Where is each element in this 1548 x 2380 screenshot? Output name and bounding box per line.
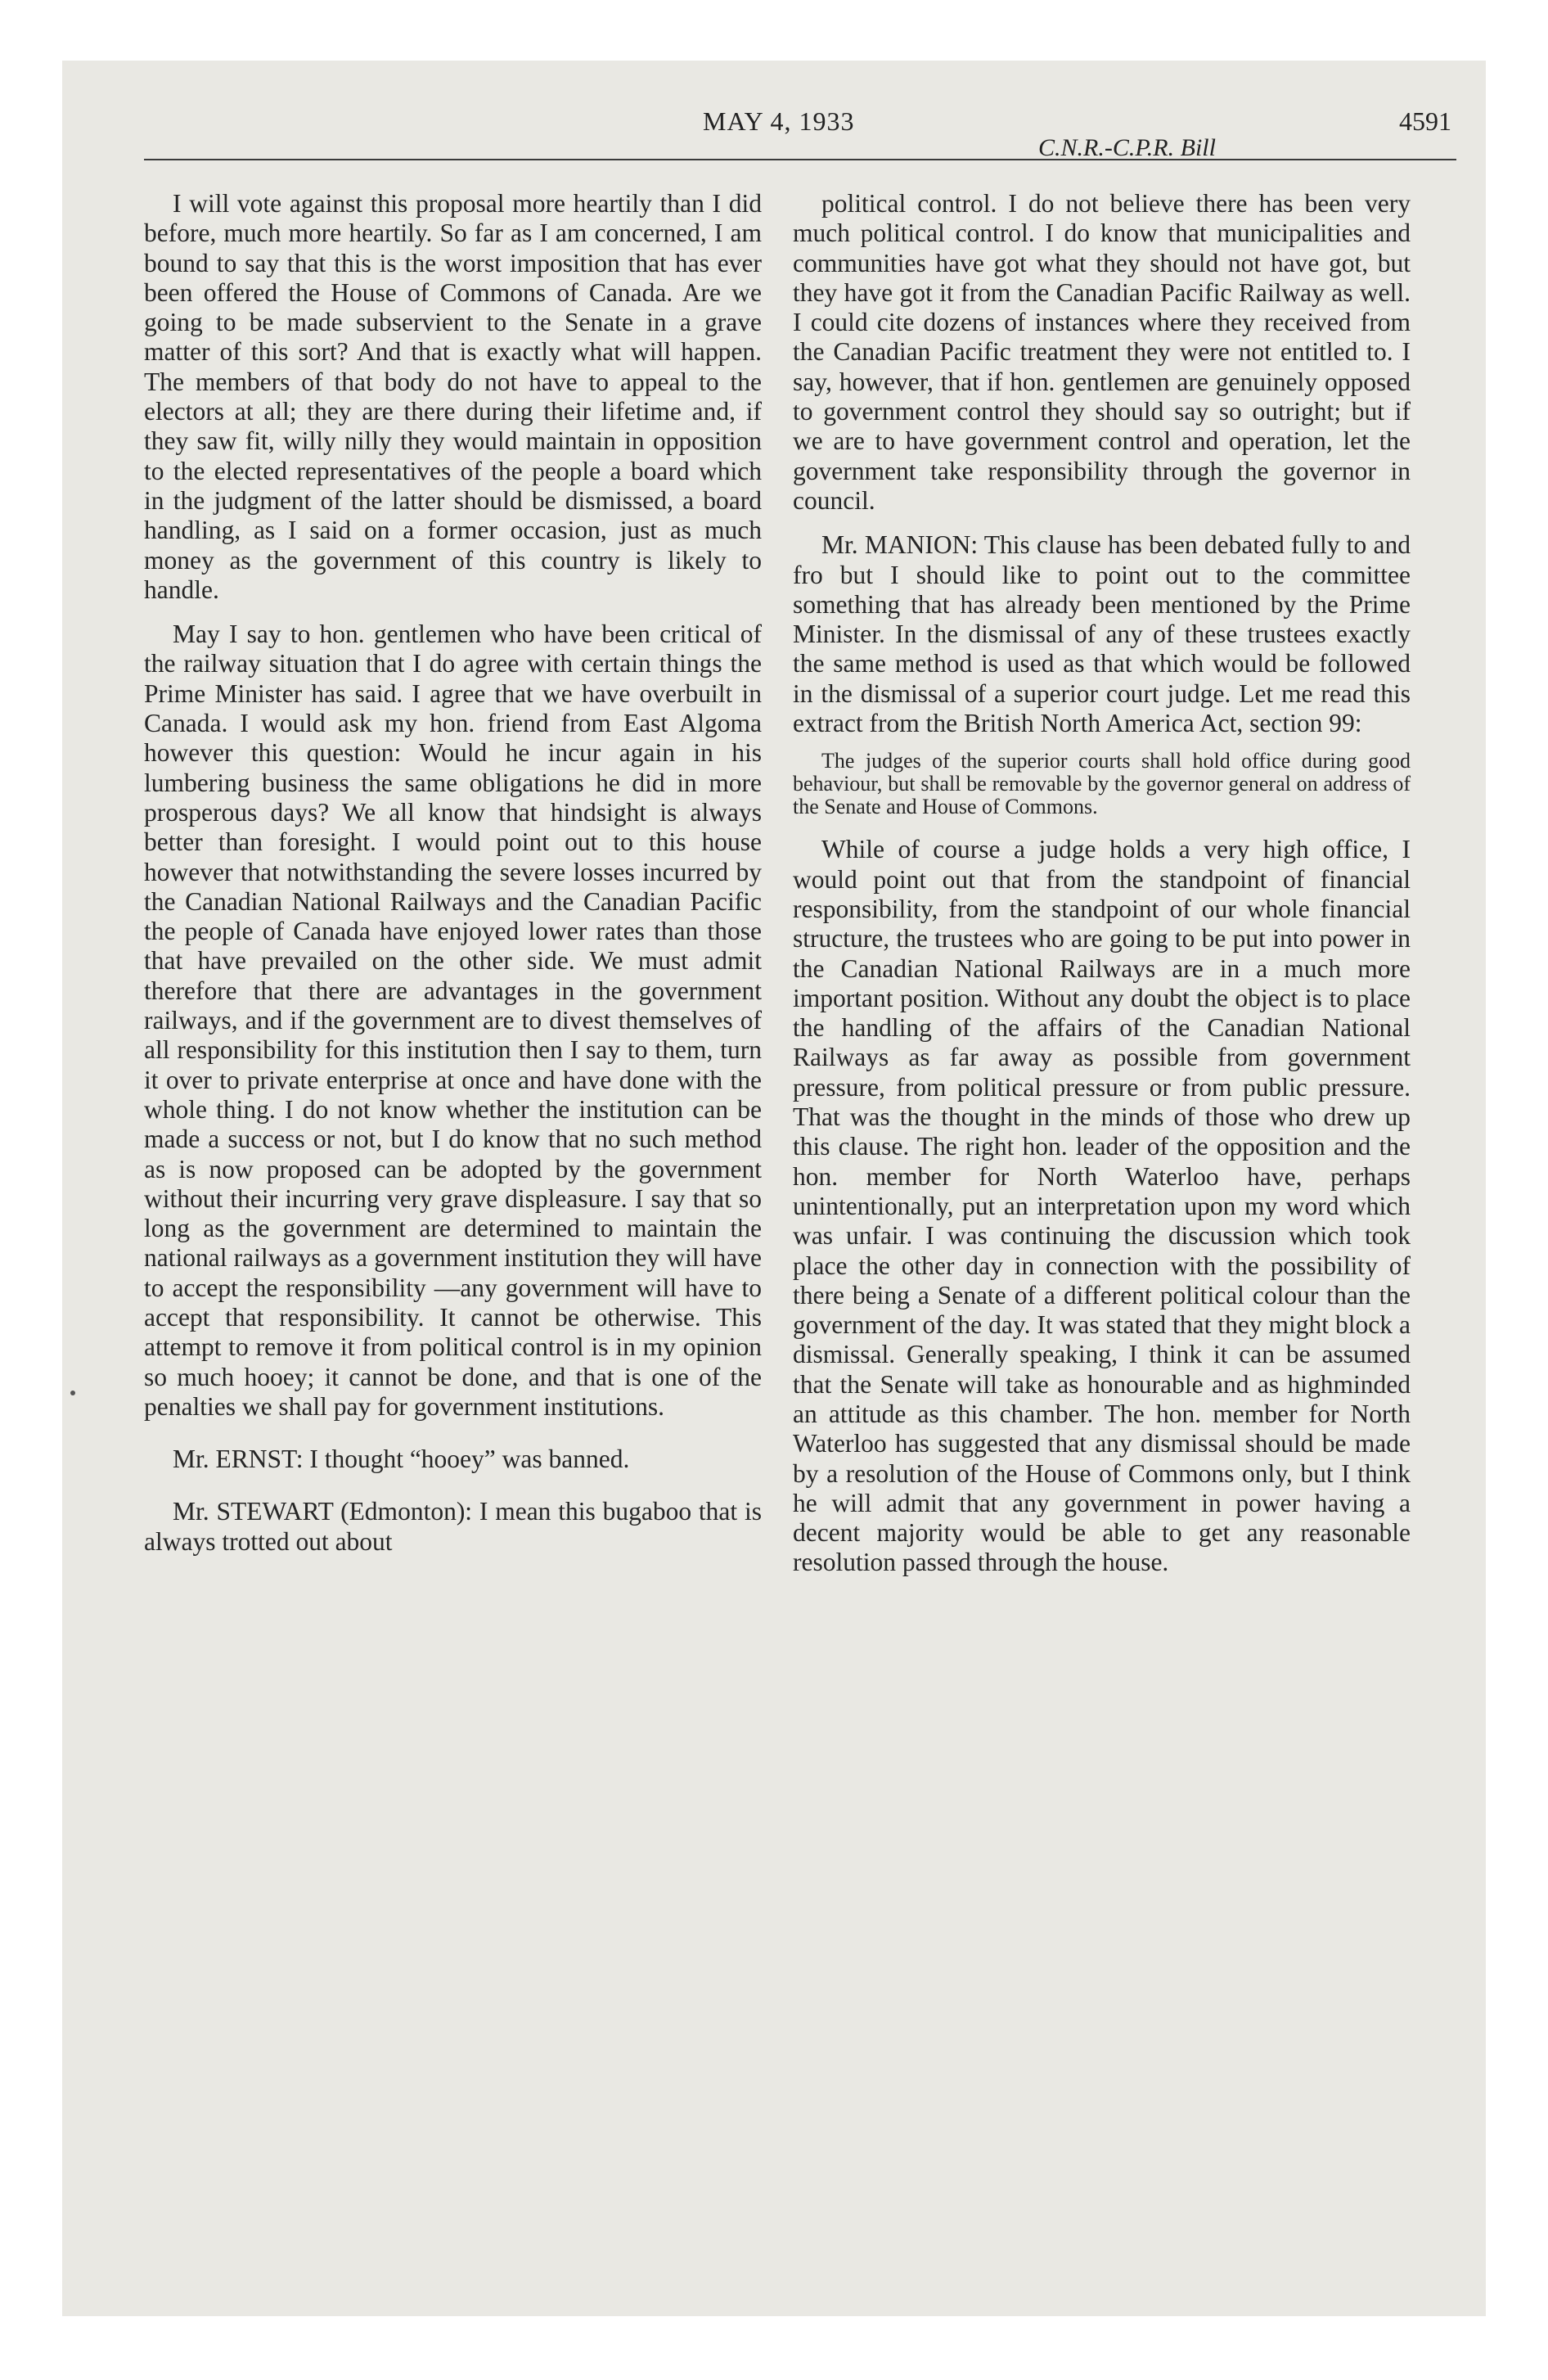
speaker-paragraph: Mr. STEWART (Edmonton): I mean this bugaboo that is always trotted out about <box>144 1497 762 1556</box>
speaker-paragraph: Mr. ERNST: I thought “hooey” was banned. <box>173 1445 630 1474</box>
document-page <box>62 61 1486 2316</box>
paragraph: May I say to hon. gentlemen who have been critical of the railway situation that I do agree with certain things the Prime Minister has said. I agree that we have overbuilt in Canada. I would ask my hon. friend from East Algoma however this question: Would he incur again in his lumbering business the same obligations he did in more prosperous days? We all know that hindsight is always better than foresight. I would point out to this house however that notwithstanding the severe losses incurred by the Canadian National Railways and the Canadian Pacific the people of Canada have enjoyed lower rates than those that have prevailed on the other side. We must admit therefore that there are advantages in the government railways, and if the government are to divest themselves of all responsibility for this institution then I say to them, turn it over to private enterprise at once and have done with the whole thing. I do not know whether the institution can be made a success or not, but I do know that no such method as is now proposed can be adopted by the government without their incurring very grave displeasure. I say that so long as the government are determined to maintain the national railways as a government institution they will have to accept the responsibility —any government will have to accept that responsibility. It cannot be otherwise. This attempt to remove it from political control is in my opinion so much hooey; it cannot be done, and that is one of the penalties we shall pay for government institutions. <box>144 620 762 1421</box>
page-number: 4591 <box>1399 106 1451 136</box>
block-quote: The judges of the superior courts shall hold office during good behaviour, but shall be removable by the governor general on address of the Senate and House of Commons. <box>793 749 1411 819</box>
right-column <box>793 189 1411 1578</box>
speaker-paragraph: Mr. MANION: This clause has been debated fully to and fro but I should like to point out to the committee something that has already been mentioned by the Prime Minister. In the dismissal of any of these trustees exactly the same method is used as that which would be followed in the dismissal of a superior court judge. Let me read this extract from the British North America Act, section 99: <box>793 530 1411 738</box>
paragraph: While of course a judge holds a very high office, I would point out that from the standpoint of financial responsibility, from the standpoint of our whole financial structure, the trustees who are going to be put into power in the Canadian National Railways are in a much more important position. Without any doubt the object is to place the handling of the affairs of the Canadian National Railways as far away as possible from government pressure, from political pressure or from public pressure. That was the thought in the minds of those who drew up this clause. The right hon. leader of the opposition and the hon. member for North Waterloo have, perhaps unintentionally, put an interpretation upon my word which was unfair. I was continuing the discussion which took place the other day in connection with the possibility of there being a Senate of a different political colour than the government of the day. It was stated that they might block a dismissal. Generally speaking, I think it can be assumed that the Senate will take as honourable and as highminded an attitude as this chamber. The hon. member for North Waterloo has suggested that any dismissal should be made by a resolution of the House of Commons only, but I think he will admit that any government in power having a decent majority would be able to get any reasonable resolution passed through the house. <box>793 835 1411 1577</box>
running-title: C.N.R.-C.P.R. Bill <box>1038 134 1216 161</box>
left-column <box>144 189 762 1557</box>
page-header <box>144 93 1456 160</box>
paragraph: I will vote against this proposal more heartily than I did before, much more heartily. So far as I am concerned, I am bound to say that this is the worst imposition that has ever been offered the House of Commons of Canada. Are we going to be made subservient to the Senate in a grave matter of this sort? And that is exactly what will happen. The members of that body do not have to appeal to the electors at all; they are there during their lifetime and, if they saw fit, willy nilly they would maintain in opposition to the elected representatives of the people a board which in the judgment of the latter should be dismissed, a board handling, as I said on a former occasion, just as much money as the government of this country is likely to handle. <box>144 189 762 604</box>
paragraph: political control. I do not believe there has been very much political control. I do know that municipalities and communities have got what they should not have got, but they have got it from the Canadian Pacific Railway as well. I could cite dozens of instances where they received from the Canadian Pacific treatment they were not entitled to. I say, however, that if hon. gentlemen are genuinely opposed to government control they should say so outright; but if we are to have government control and operation, let the government take responsibility through the governor in council. <box>793 189 1411 515</box>
margin-dot <box>70 1391 75 1395</box>
header-date: MAY 4, 1933 <box>703 106 855 136</box>
